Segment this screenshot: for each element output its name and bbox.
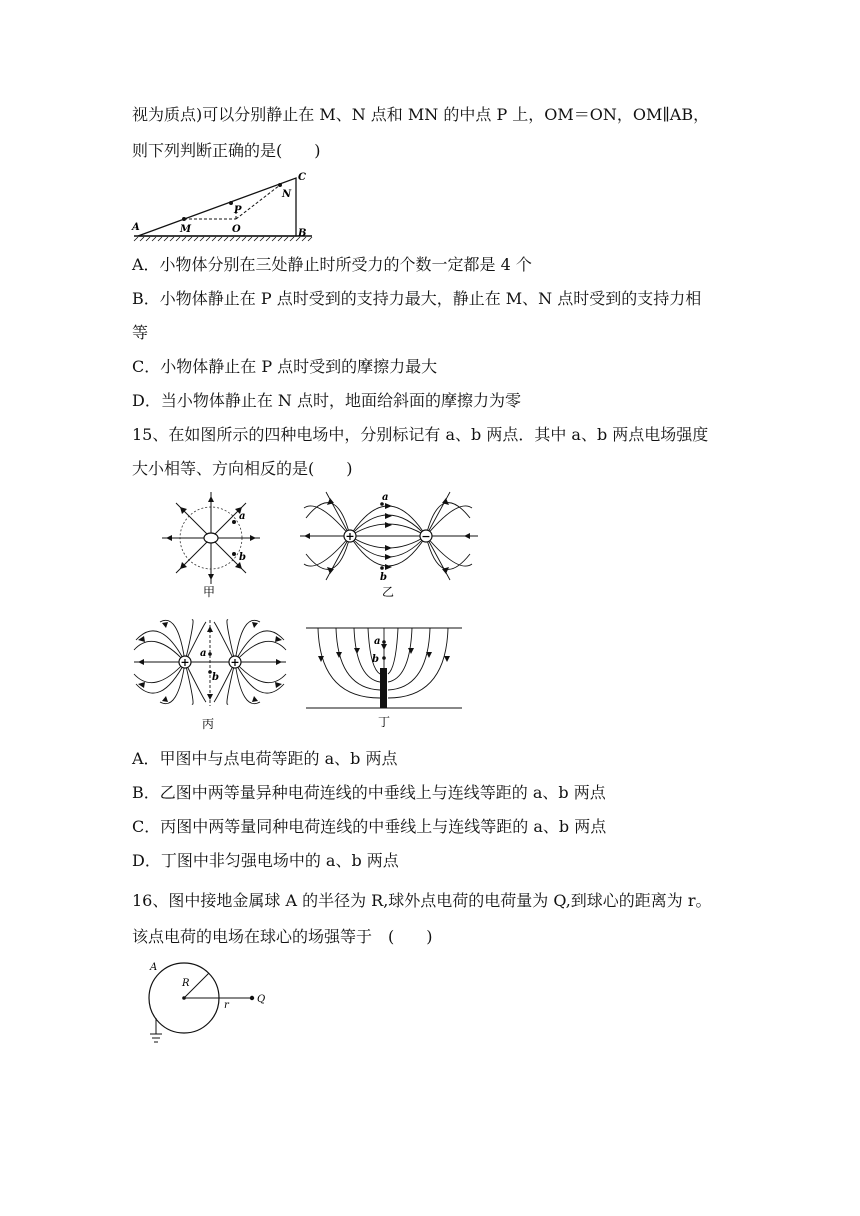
sphere-label-A: A	[150, 962, 158, 973]
ding-label-a: a	[374, 636, 381, 647]
q14-option-d: D．当小物体静止在 N 点时，地面给斜面的摩擦力为零	[132, 391, 522, 410]
label-C: C	[298, 172, 306, 183]
q15-stem-line2: 大小相等、方向相反的是( )	[132, 459, 353, 478]
sphere-label-r: r	[224, 1000, 229, 1011]
field-figure-ding	[302, 622, 466, 732]
label-B: B	[298, 228, 307, 239]
label-A: A	[132, 222, 140, 233]
bing-label-a: a	[200, 648, 207, 659]
q15-option-c: C．丙图中两等量同种电荷连线的中垂线上与连线等距的 a、b 两点	[132, 817, 607, 836]
label-N: N	[282, 189, 292, 200]
q15-stem-line1: 15、在如图所示的四种电场中，分别标记有 a、b 两点．其中 a、b 两点电场强度	[132, 425, 709, 444]
caption-yi: 乙	[382, 585, 395, 599]
q14-option-b-line1: B．小物体静止在 P 点时受到的支持力最大，静止在 M、N 点时受到的支持力相	[132, 289, 702, 308]
ding-label-b: b	[372, 654, 379, 665]
q14-option-a: A．小物体分别在三处静止时所受力的个数一定都是 4 个	[132, 255, 532, 274]
label-O: O	[232, 224, 241, 235]
label-M: M	[180, 224, 192, 235]
caption-jia: 甲	[203, 585, 216, 599]
bing-plus-left: +	[180, 656, 190, 669]
caption-ding: 丁	[378, 715, 391, 729]
field-figure-jia	[158, 492, 268, 602]
sphere-label-Q: Q	[257, 994, 266, 1005]
q15-option-a: A．甲图中与点电荷等距的 a、b 两点	[132, 749, 398, 768]
label-P: P	[234, 205, 242, 216]
yi-label-b: b	[380, 572, 387, 583]
q16-stem-line1: 16、图中接地金属球 A 的半径为 R,球外点电荷的电荷量为 Q,到球心的距离为 r。	[132, 891, 712, 910]
q14-stem-line2: 则下列判断正确的是( )	[132, 141, 321, 160]
field-figure-yi	[296, 488, 482, 600]
q15-option-b: B．乙图中两等量异种电荷连线的中垂线上与连线等距的 a、b 两点	[132, 783, 606, 802]
yi-minus: −	[421, 530, 431, 543]
jia-label-b: b	[239, 552, 246, 563]
caption-bing: 丙	[202, 717, 215, 731]
q14-option-c: C．小物体静止在 P 点时受到的摩擦力最大	[132, 357, 438, 376]
sphere-label-R: R	[182, 978, 190, 989]
jia-label-a: a	[239, 511, 246, 522]
q14-stem-line1: 视为质点)可以分别静止在 M、N 点和 MN 的中点 P 上，OM＝ON，OM∥AB，	[132, 105, 710, 124]
field-figure-bing	[130, 618, 290, 734]
yi-plus: +	[345, 530, 355, 543]
q15-option-d: D．丁图中非匀强电场中的 a、b 两点	[132, 851, 399, 870]
bing-label-b: b	[212, 672, 219, 683]
yi-label-a: a	[382, 492, 389, 503]
bing-plus-right: +	[230, 656, 240, 669]
sphere-figure	[142, 958, 272, 1050]
q16-stem-line2: 该点电荷的电场在球心的场强等于 ( )	[132, 927, 433, 946]
q14-option-b-line2: 等	[132, 323, 149, 342]
incline-figure	[130, 168, 320, 244]
